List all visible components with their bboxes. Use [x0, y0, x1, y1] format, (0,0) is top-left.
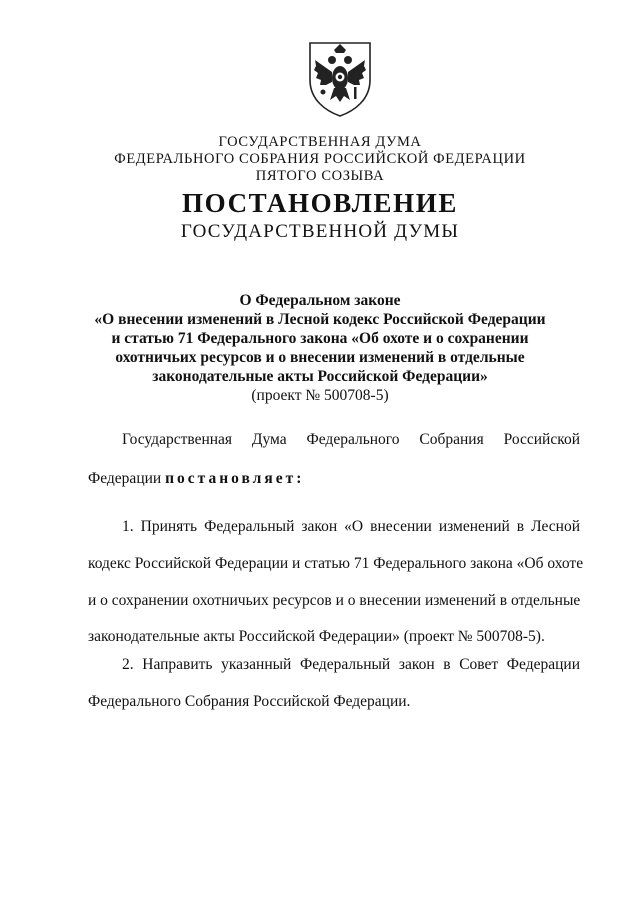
document-subtitle: ГОСУДАРСТВЕННОЙ ДУМЫ: [180, 221, 460, 242]
document-title-line: О Федеральном законе: [239, 292, 401, 309]
item1-line: 1. Принять Федеральный закон «О внесении изменений в Лесной: [122, 518, 580, 535]
item2-line: 2. Направить указанный Федеральный закон в Совет Федерации: [122, 656, 580, 673]
org-name-line: ФЕДЕРАЛЬНОГО СОБРАНИЯ РОССИЙСКОЙ ФЕДЕРАЦИИ: [114, 151, 526, 167]
russian-coat-of-arms-icon: [304, 40, 376, 118]
project-number: (проект № 500708-5): [251, 387, 389, 404]
resolves-emphasis: постановляет:: [165, 470, 305, 487]
intro-line: Государственная Дума Федерального Собрания Российской: [122, 431, 580, 448]
document-title-line: «О внесении изменений в Лесной кодекс Российской Федерации: [94, 311, 546, 328]
intro-text: Федерации: [88, 470, 166, 487]
intro-line: [88, 469, 580, 489]
document-title-line: законодательные акты Российской Федерации»: [152, 368, 488, 385]
convocation-line: ПЯТОГО СОЗЫВА: [255, 168, 385, 184]
document-title-line: и статью 71 Федерального закона «Об охоте и о сохранении: [111, 330, 529, 347]
item1-line: законодательные акты Российской Федерации» (проект № 500708-5).: [88, 628, 545, 645]
item1-line: и о сохранении охотничьих ресурсов и о внесении изменений в отдельные: [88, 592, 581, 609]
org-name-line: ГОСУДАРСТВЕННАЯ ДУМА: [218, 134, 422, 150]
document-type-heading: ПОСТАНОВЛЕНИЕ: [182, 188, 458, 218]
document-title-line: охотничьих ресурсов и о внесении изменений в отдельные: [115, 349, 525, 366]
item1-line: кодекс Российской Федерации и статью 71 Федерального закона «Об охоте: [88, 555, 584, 572]
item2-line: Федерального Собрания Российской Федерации.: [88, 693, 411, 710]
